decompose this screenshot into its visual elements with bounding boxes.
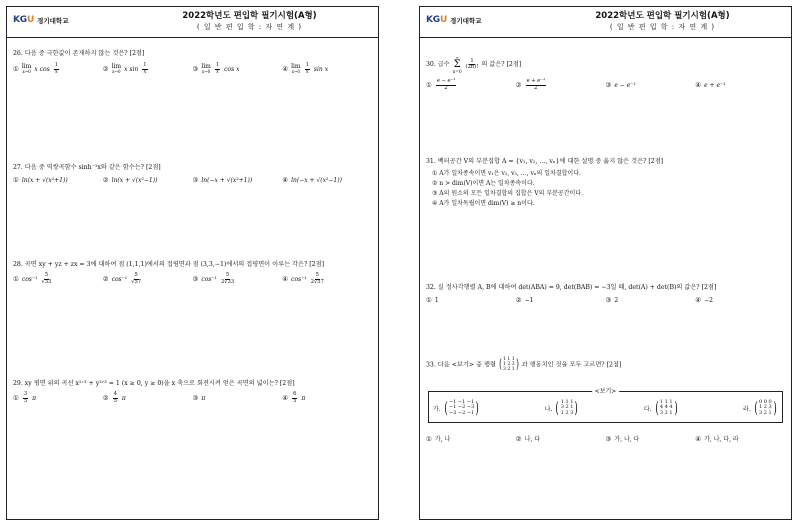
choice-1[interactable]: ① 가, 나 — [426, 435, 451, 443]
question-27 — [13, 163, 372, 185]
choice-4[interactable]: ④ lim x→0 $\frac{1}{x}$ sin x — [282, 62, 329, 75]
exam-page-right — [419, 6, 792, 520]
page-header — [420, 7, 791, 38]
question-stem: 31. 벡터공간 V의 부분집합 A = {v₁, v₂, …, vₙ}에 대한 설명 중 옳지 않은 것은? [2점] — [426, 158, 664, 165]
choice-2[interactable]: ② 나, 다 — [515, 435, 540, 443]
page-header — [7, 7, 378, 38]
choice-1[interactable]: ① $\frac{3}{5}$ π — [13, 391, 37, 404]
choice-4[interactable]: ④ e + e⁻¹ — [695, 80, 726, 89]
statement-2[interactable]: ② n > dim(V)이면 A는 일차종속이다. — [432, 180, 535, 187]
university-name: 경기대학교 — [37, 16, 69, 25]
question-26 — [13, 49, 372, 75]
choice-3[interactable]: ③ 가, 나, 다 — [605, 435, 640, 443]
choice-2[interactable]: ② $\frac{4}{5}$ π — [102, 391, 126, 404]
choice-2[interactable]: ② ln(x + √(x²−1)) — [102, 176, 158, 184]
choice-4[interactable]: ④ $\frac{6}{5}$ π — [282, 391, 306, 404]
exam-subtitle: ( 일 반 편 입 학 : 자 연 계 ) — [196, 23, 303, 31]
choice-4[interactable]: ④ ln(−x + √(x²−1)) — [282, 176, 342, 184]
statement-3[interactable]: ③ A의 원소의 모든 일차결합의 집합은 V의 부분공간이다. — [432, 190, 584, 197]
kgu-logo: KGU 경기대학교 — [13, 15, 69, 25]
choice-3[interactable]: ③ e − e⁻¹ — [605, 80, 636, 89]
question-stem: 27. 다음 중 역쌍곡함수 sinh⁻¹x와 같은 함수는? [2점] — [13, 164, 161, 171]
choice-1[interactable]: ① cos⁻¹ $\frac{5}{√33}$ — [13, 272, 52, 285]
bogi-item-da: 다. ( 1 1 1 4 4 4 3 2 1 ) — [643, 398, 678, 417]
question-33-choices — [426, 431, 785, 444]
question-33 — [426, 357, 785, 373]
choice-4[interactable]: ④ cos⁻¹ $\frac{5}{2√57}$ — [282, 272, 324, 285]
university-name: 경기대학교 — [450, 16, 482, 25]
choice-3[interactable]: ③ lim x→0 $\frac{1}{x}$ cos x — [192, 62, 240, 75]
question-32 — [426, 283, 785, 305]
choice-4[interactable]: ④ 가, 나, 다, 라 — [695, 435, 739, 443]
statement-4[interactable]: ④ A가 일차독립이면 dim(V) ≥ n이다. — [432, 200, 535, 207]
question-31 — [426, 157, 785, 209]
bogi-title: <보기> — [592, 387, 620, 396]
choice-3[interactable]: ③ cos⁻¹ $\frac{5}{2√33}$ — [192, 272, 235, 285]
exam-title: 2022학년도 편입학 필기시험(A형) — [182, 11, 317, 21]
question-29 — [13, 379, 372, 404]
choice-2[interactable]: ② $\frac{\text{e + e⁻¹}}{2}$ — [515, 78, 546, 91]
kgu-logo: KGU 경기대학교 — [426, 15, 482, 25]
choice-3[interactable]: ③ ln(−x + √(x²+1)) — [192, 176, 253, 184]
question-stem: 30. 급수 ∞ Σ n=0 $\frac{1}{(2n)!}$ 의 값은? [2점] — [426, 55, 522, 74]
question-stem: 32. 실 정사각행렬 A, B에 대하여 det(ABA) = 9, det(BAB) = −3일 때, det(A) + det(B)의 값은? [2점] — [426, 284, 717, 291]
choice-3[interactable]: ③ π — [192, 393, 206, 402]
question-stem: 28. 곡면 xy + yz + zx = 3에 대하여 점 (1,1,1)에서의 접평면과 점 (3,3,−1)에서의 접평면이 이루는 각은? [2점] — [13, 261, 324, 268]
bogi-box — [428, 388, 783, 423]
question-stem: 33. 다음 <보기> 중 행렬 ( 1 1 1 1 2 3 3 2 1 ) 과 행동치인 것을 모두 고르면? [2점] — [426, 357, 622, 373]
bogi-item-na: 나. ( 1 1 1 3 2 1 1 2 3 ) — [544, 398, 579, 417]
choice-1[interactable]: ① 1 — [426, 296, 439, 304]
exam-title: 2022학년도 편입학 필기시험(A형) — [595, 11, 730, 21]
question-stem: 29. xy 평면 위의 곡선 x²ᐟ³ + y²ᐟ³ = 1 (x ≥ 0, y ≥ 0)을 x 축으로 회전시켜 얻은 곡면의 넓이는? [2점] — [13, 380, 295, 387]
choice-2[interactable]: ② −1 — [515, 296, 534, 304]
choice-1[interactable]: ① ln(x + √(x²+1)) — [13, 176, 68, 184]
choice-1[interactable]: ① $\frac{\text{e − e⁻¹}}{2}$ — [426, 78, 456, 91]
choice-2[interactable]: ② lim x→0 x sin $\frac{1}{x}$ — [102, 62, 147, 75]
question-stem: 26. 다음 중 극한값이 존재하지 않는 것은? [2점] — [13, 50, 145, 57]
bogi-item-ra: 라. ( 0 0 0 1 2 3 3 2 1 ) — [743, 398, 777, 417]
question-28 — [13, 260, 372, 285]
exam-page-left — [6, 6, 379, 520]
given-matrix: ( 1 1 1 1 2 3 3 2 1 ) — [499, 357, 519, 373]
choice-2[interactable]: ② cos⁻¹ $\frac{5}{√57}$ — [102, 272, 142, 285]
choice-1[interactable]: ① lim x→0 x cos $\frac{1}{x}$ — [13, 62, 59, 75]
exam-subtitle: ( 일 반 편 입 학 : 자 연 계 ) — [609, 23, 716, 31]
statement-1[interactable]: ① A가 일차종속이면 v₁은 v₂, v₃, …, vₙ의 일차결합이다. — [432, 170, 581, 177]
question-30 — [426, 55, 785, 91]
choice-3[interactable]: ③ 2 — [605, 296, 619, 304]
bogi-item-ga: 가. ( −1 −1 −1 −1 −2 −3 −3 −2 −1 ) — [433, 398, 480, 417]
choice-4[interactable]: ④ −2 — [695, 296, 713, 304]
